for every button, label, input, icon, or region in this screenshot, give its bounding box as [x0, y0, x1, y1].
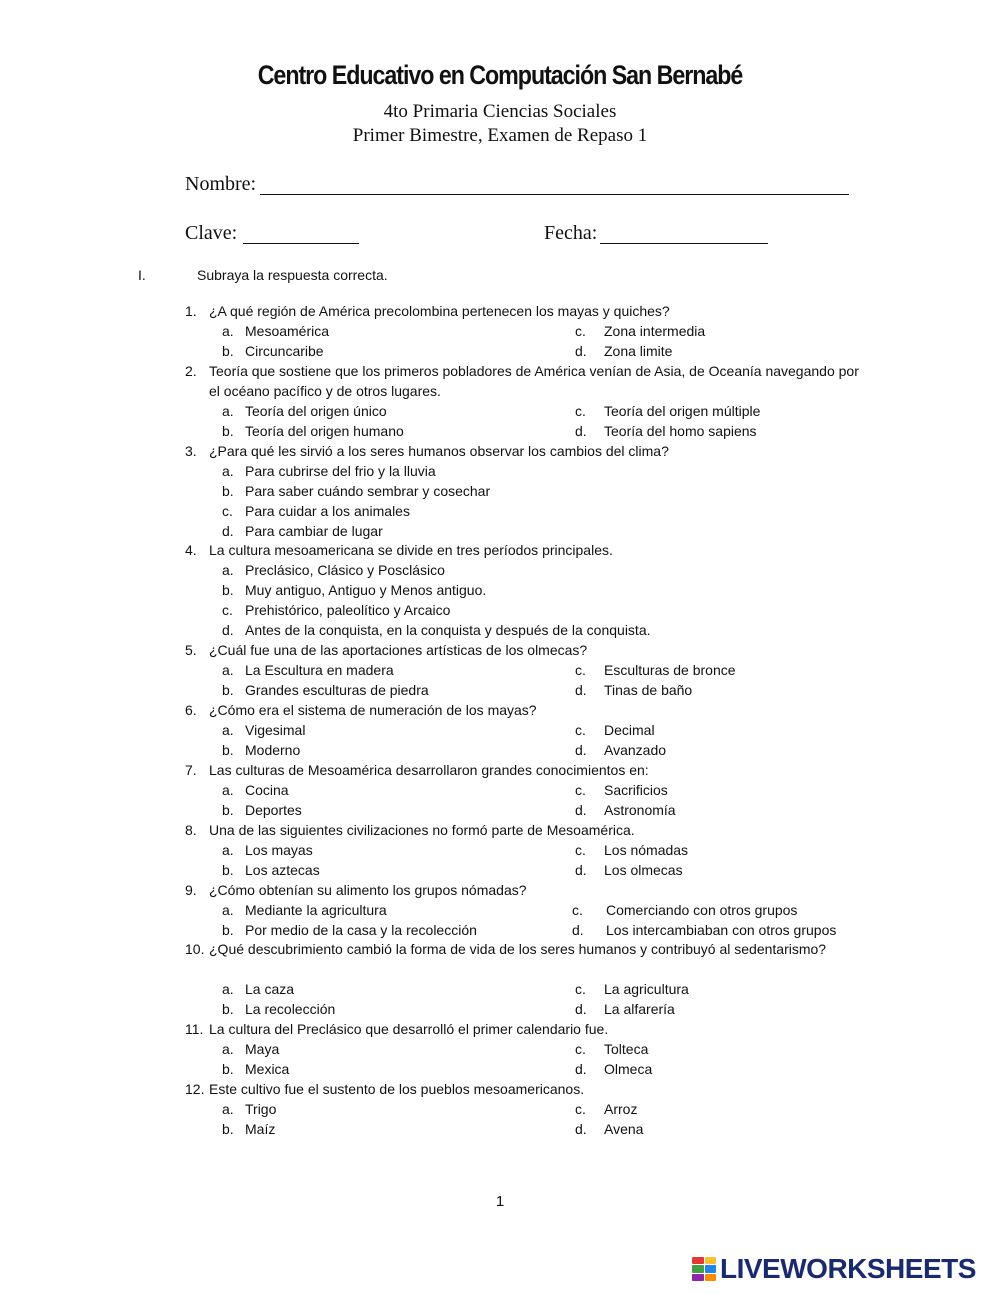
option-text: Para cuidar a los animales [245, 503, 410, 519]
logo-tile [692, 1265, 704, 1272]
option-letter: d. [222, 523, 234, 539]
option-letter: c. [575, 403, 586, 419]
option-text: Mediante la agricultura [245, 902, 387, 918]
logo-tile [705, 1257, 717, 1264]
question-text: La cultura del Preclásico que desarrolló el primer calendario fue. [209, 1021, 609, 1037]
course-subtitle: 4to Primaria Ciencias Sociales [383, 101, 617, 122]
option-text: La caza [245, 981, 295, 997]
option-letter: a. [222, 1041, 234, 1057]
option-letter: a. [222, 403, 234, 419]
option-letter: b. [222, 343, 234, 359]
section-instruction: Subraya la respuesta correcta. [197, 267, 388, 283]
option-text: Prehistórico, paleolítico y Arcaico [245, 602, 451, 618]
option-letter: a. [222, 842, 234, 858]
option-text: Antes de la conquista, en la conquista y después de la conquista. [245, 622, 651, 638]
option-letter: c. [572, 902, 583, 918]
question-number: 7. [185, 762, 197, 778]
fecha-blank[interactable] [600, 243, 768, 244]
question-number: 11. [185, 1021, 204, 1037]
option-text: La recolección [245, 1001, 336, 1017]
question-number: 2. [185, 363, 197, 379]
option-text: Mesoamérica [245, 323, 330, 339]
question-text: Las culturas de Mesoamérica desarrollaron grandes conocimientos en: [209, 762, 649, 778]
fecha-label: Fecha: [544, 222, 598, 244]
question-number: 5. [185, 642, 197, 658]
option-letter: c. [575, 1101, 586, 1117]
option-text: Decimal [604, 722, 655, 738]
option-text: Para saber cuándo sembrar y cosechar [245, 483, 491, 499]
option-text: La agricultura [604, 981, 689, 997]
exam-subtitle: Primer Bimestre, Examen de Repaso 1 [352, 125, 648, 146]
option-letter: d. [575, 682, 587, 698]
option-text: Teoría del homo sapiens [604, 423, 757, 439]
option-text: Moderno [245, 742, 301, 758]
option-letter: d. [575, 1001, 587, 1017]
question-number: 8. [185, 822, 197, 838]
option-text: Los intercambiaban con otros grupos [606, 922, 837, 938]
option-text: Tolteca [604, 1041, 649, 1057]
question-number: 3. [185, 443, 197, 459]
option-text: Muy antiguo, Antiguo y Menos antiguo. [245, 582, 487, 598]
question-text: Teoría que sostiene que los primeros pobladores de América venían de Asia, de Oceanía navegando por el océano pacífico y de otros lugares. [209, 363, 859, 399]
nombre-label: Nombre: [185, 173, 257, 195]
option-text: Grandes esculturas de piedra [245, 682, 429, 698]
option-text: Avena [604, 1121, 644, 1137]
logo-mark-icon [692, 1257, 716, 1281]
liveworksheets-logo [692, 1254, 976, 1284]
option-text: Maya [245, 1041, 280, 1057]
option-letter: b. [222, 802, 234, 818]
logo-text: LIVEWORKSHEETS [720, 1253, 976, 1284]
question-number: 1. [185, 303, 197, 319]
logo-tile [692, 1274, 704, 1281]
option-text: Teoría del origen humano [245, 423, 404, 439]
option-letter: c. [575, 842, 586, 858]
option-letter: b. [222, 423, 234, 439]
option-letter: d. [575, 1061, 587, 1077]
option-letter: c. [575, 323, 586, 339]
option-text: Zona intermedia [604, 323, 706, 339]
option-letter: d. [572, 922, 584, 938]
question-text: ¿Cómo obtenían su alimento los grupos nómadas? [209, 882, 527, 898]
option-text: Olmeca [604, 1061, 653, 1077]
option-letter: b. [222, 1061, 234, 1077]
option-text: Tinas de baño [604, 682, 693, 698]
option-letter: a. [222, 722, 234, 738]
option-text: Los nómadas [604, 842, 689, 858]
option-letter: a. [222, 562, 234, 578]
option-text: Circuncaribe [245, 343, 324, 359]
option-letter: c. [222, 503, 233, 519]
option-text: Teoría del origen múltiple [604, 403, 761, 419]
option-letter: a. [222, 1101, 234, 1117]
question-number: 4. [185, 542, 197, 558]
question-text: ¿Qué descubrimiento cambió la forma de vida de los seres humanos y contribuyó al sedentarismo? [209, 941, 827, 957]
option-text: Los mayas [245, 842, 313, 858]
option-text: Cocina [245, 782, 289, 798]
option-text: Los aztecas [245, 862, 320, 878]
question-text: ¿A qué región de América precolombina pertenecen los mayas y quiches? [209, 303, 670, 319]
section-number: I. [138, 267, 146, 283]
clave-label: Clave: [185, 222, 238, 244]
option-text: Sacrificios [604, 782, 668, 798]
option-text: La alfarería [604, 1001, 675, 1017]
document-title: Centro Educativo en Computación San Bernabé [257, 60, 743, 90]
logo-tile [705, 1274, 717, 1281]
option-letter: c. [575, 981, 586, 997]
option-letter: d. [222, 622, 234, 638]
option-text: Avanzado [604, 742, 667, 758]
question-text: La cultura mesoamericana se divide en tres períodos principales. [209, 542, 613, 558]
option-text: Por medio de la casa y la recolección [245, 922, 477, 938]
option-letter: b. [222, 483, 234, 499]
option-letter: b. [222, 682, 234, 698]
nombre-blank[interactable] [260, 194, 849, 195]
option-text: Deportes [245, 802, 302, 818]
option-letter: d. [575, 862, 587, 878]
option-letter: c. [575, 662, 586, 678]
option-letter: d. [575, 1121, 587, 1137]
logo-tile [705, 1265, 717, 1272]
option-letter: d. [575, 802, 587, 818]
option-letter: a. [222, 981, 234, 997]
option-letter: b. [222, 582, 234, 598]
option-letter: b. [222, 862, 234, 878]
option-text: Para cambiar de lugar [245, 523, 383, 539]
question-number: 12. [185, 1081, 205, 1097]
question-text: Este cultivo fue el sustento de los pueblos mesoamericanos. [209, 1081, 585, 1097]
option-text: Teoría del origen único [245, 403, 387, 419]
option-letter: d. [575, 343, 587, 359]
option-text: Preclásico, Clásico y Posclásico [245, 562, 445, 578]
option-text: La Escultura en madera [245, 662, 394, 678]
question-number: 9. [185, 882, 197, 898]
option-text: Para cubrirse del frio y la lluvia [245, 463, 436, 479]
option-letter: b. [222, 922, 234, 938]
option-letter: d. [575, 423, 587, 439]
question-text: Una de las siguientes civilizaciones no formó parte de Mesoamérica. [209, 822, 635, 838]
option-letter: b. [222, 742, 234, 758]
question-text: ¿Cuál fue una de las aportaciones artísticas de los olmecas? [209, 642, 588, 658]
option-letter: c. [575, 722, 586, 738]
option-letter: c. [575, 782, 586, 798]
question-number: 10. [185, 941, 205, 957]
option-text: Los olmecas [604, 862, 683, 878]
option-text: Arroz [604, 1101, 638, 1117]
option-text: Maíz [245, 1121, 276, 1137]
question-number: 6. [185, 702, 197, 718]
option-text: Mexica [245, 1061, 290, 1077]
option-letter: d. [575, 742, 587, 758]
option-letter: a. [222, 782, 234, 798]
option-text: Zona limite [604, 343, 673, 359]
option-text: Trigo [245, 1101, 277, 1117]
option-letter: b. [222, 1121, 234, 1137]
option-text: Esculturas de bronce [604, 662, 736, 678]
question-text: ¿Para qué les sirvió a los seres humanos observar los cambios del clima? [209, 443, 669, 459]
logo-tile [692, 1257, 704, 1264]
clave-blank[interactable] [243, 243, 359, 244]
option-letter: a. [222, 662, 234, 678]
option-letter: a. [222, 463, 234, 479]
option-letter: a. [222, 902, 234, 918]
option-text: Vigesimal [245, 722, 306, 738]
option-letter: c. [222, 602, 233, 618]
question-text: ¿Cómo era el sistema de numeración de los mayas? [209, 702, 537, 718]
page-number: 1 [495, 1193, 505, 1210]
option-letter: c. [575, 1041, 586, 1057]
option-text: Astronomía [604, 802, 676, 818]
option-letter: a. [222, 323, 234, 339]
option-text: Comerciando con otros grupos [606, 902, 798, 918]
option-letter: b. [222, 1001, 234, 1017]
